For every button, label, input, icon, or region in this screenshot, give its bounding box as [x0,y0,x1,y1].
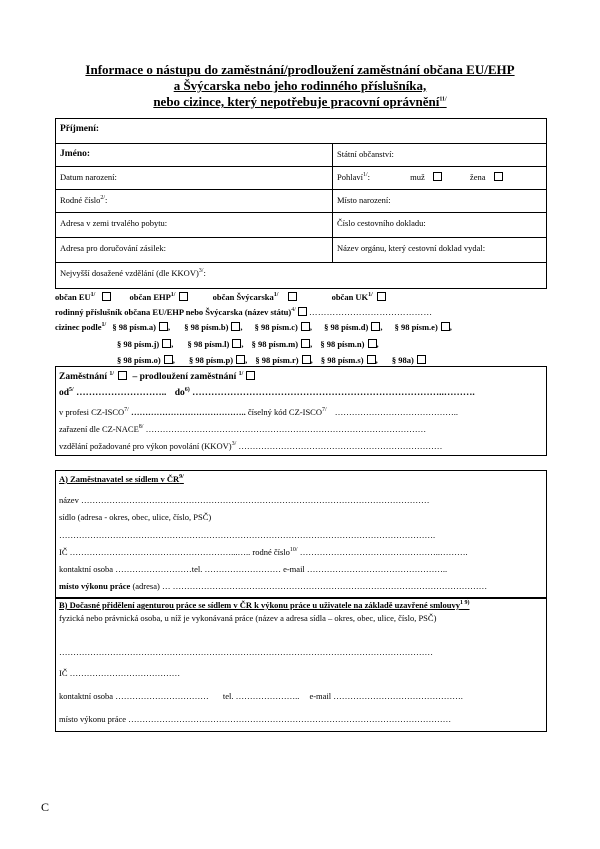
par-98d-checkbox[interactable] [371,322,380,331]
muz-checkbox[interactable] [433,172,442,181]
personal-info-table [55,118,547,289]
agency-desc: fyzická nebo právnická osoba, u níž je vykonávaná práce (název a adresa sídla – okres, obec, ulice, číslo, PSČ) [59,613,437,623]
profese-input[interactable]: ………………………………….. [130,407,246,417]
nazev-organu-field[interactable]: Název orgánu, který cestovní doklad vydal: [332,238,546,262]
employer-tel-input[interactable]: ……………………… [204,564,281,574]
employer-email-input[interactable]: ………………………………………….. [306,564,448,574]
profese-row: v profesi $CZ-ISCO^{7/}$ ………………………………….. číselný kód $CZ-ISCO^{7/}$ …………………………………….. [59,407,459,417]
agency-header: B) Dočasné přidělení agenturou práce se sídlem v ČR k výkonu práce u uživatele na základě uzavřené smlouvy$^{1 9)}$ [59,600,470,610]
par-98a-checkbox[interactable] [159,322,168,331]
citizenship-row: občan $EU^{1/}$ občan $EHP^{1/}$ občan Švýcarska$^{1/}$ občan $UK^{1/}$ [55,292,386,302]
zamestnani-row: Zaměstnání $^{1/}$ – prodloužení zaměstnání $^{1/}$ [59,371,255,382]
par-98p-checkbox[interactable] [236,355,245,364]
title-line-2: a Švýcarska nebo jeho rodinného příslušníka, [173,78,427,93]
row-rodne-cislo [56,189,546,212]
employer-ic-row: IČ …………………………………………………...….. rodné číslo$^{10/}$ …………………………………………..………. [59,547,468,557]
employer-nazev-row: název …………………………………………………………………………………………………………… [59,495,430,505]
row-dorucovani [56,237,546,262]
ehp-checkbox[interactable] [179,292,188,301]
agency-kontakt-input[interactable]: …………………………… [115,691,209,701]
agency-desc-input[interactable]: …………………………………………………………………………………………………………………… [59,647,433,657]
row-jmeno [56,143,546,166]
zarazeni-input[interactable]: ……………………………………………………………………………………… [145,424,427,434]
adresa-trvaly-field[interactable]: Adresa v zemi trvalého pobytu: [60,218,168,228]
prodlouzeni-checkbox[interactable] [246,371,255,380]
agency-email-input[interactable]: ………………………………………. [333,691,463,701]
rodinny-checkbox[interactable] [298,307,307,316]
zena-checkbox[interactable] [494,172,503,181]
employer-ic-input[interactable]: …………………………………………………...….. [69,547,251,557]
employer-misto-input[interactable]: ………………………………………………………………………………………………… [172,581,488,591]
jmeno-field[interactable]: Jméno: [60,149,91,159]
od-do-row: $od^{5/}$ ……………………….. $do^{6)}$ ……………………………………………………………………..………. [59,386,475,398]
od-input[interactable]: ……………………….. [76,388,167,398]
rodinny-row: rodinný příslušník občana EU/EHP nebo Švýcarska (název státu)$^{4/}$ …………………………………… [55,307,433,317]
par-98r-checkbox[interactable] [302,355,311,364]
par-98a-section-checkbox[interactable] [417,355,426,364]
par-98n-checkbox[interactable] [368,339,377,348]
cizinec-row-1: cizinec podle$^{1/}$ § 98 písm.a) , § 98 písm.b) , § 98 písm.c) , § 98 písm.d) , § 98 písm.e) , [55,322,452,332]
zamestnani-checkbox[interactable] [118,371,127,380]
cizinec-row-2: § 98 písm.j) , § 98 písm.l) , § 98 písm.m) , § 98 písm.n) , [117,339,379,349]
row-prijmeni [56,119,546,143]
agency-kontakt-row: kontaktní osoba …………………………… tel. ………………….. e-mail ………………………………………. [59,691,463,701]
pohlavi-field: Pohlaví$^{1/}$: muž žena [332,167,546,189]
datum-narozeni-field[interactable]: Datum narození: [60,172,117,182]
par-98j-checkbox[interactable] [162,339,171,348]
misto-narozeni-field[interactable]: Místo narození: [332,190,546,212]
agency-tel-input[interactable]: ………………….. [235,691,300,701]
do-input[interactable]: ……………………………………………………………………..………. [192,388,475,398]
par-98b-checkbox[interactable] [231,322,240,331]
par-98l-checkbox[interactable] [232,339,241,348]
agency-ic-row: IČ ………………………………… [59,668,181,678]
statni-obcanstvi-field[interactable]: Státní občanství: [332,144,546,166]
adresa-dorucovani-field[interactable]: Adresa pro doručování zásilek: [60,243,166,253]
title-line-3: nebo cizince, který nepotřebuje pracovní oprávnění$^{11/}$ [153,94,447,109]
par-98m-checkbox[interactable] [301,339,310,348]
kod-input[interactable]: …………………………………….. [334,407,459,417]
cizinec-row-3: § 98 písm.o) , § 98 písm.p) , § 98 písm.r) , § 98 písm.s) , § 98a) [117,355,426,365]
row-adresa [56,212,546,237]
row-vzdelani [56,262,546,289]
rodinny-stat-input[interactable]: …………………………………… [309,307,433,317]
title-line-1: Informace o nástupu do zaměstnání/prodloužení zaměstnání občana EU/EHP [85,62,515,77]
employer-header: A) Zaměstnavatel se sídlem v $ČR^{9/}$ [59,474,184,484]
employer-misto-row: místo výkonu práce (adresa) … ………………………………………………………………………………………………… [59,581,488,591]
cislo-dokladu-field[interactable]: Číslo cestovního dokladu: [332,213,546,237]
agency-misto-row: místo výkonu práce …………………………………………………………………………………………………… [59,714,452,724]
employer-kontakt-input[interactable]: ……………………… [115,564,192,574]
agency-ic-input[interactable]: ………………………………… [69,668,181,678]
eu-checkbox[interactable] [102,292,111,301]
footer-letter: C [41,800,50,814]
employer-sidlo-input[interactable]: ……………………………………………………………………………………………………………………. [59,530,436,540]
employer-rc-input[interactable]: …………………………………………..………. [299,547,468,557]
vzdelani-field[interactable]: Nejvyšší dosažené vzdělání (dle KKOV)$^{3/}$: [60,268,206,278]
employer-nazev-input[interactable]: …………………………………………………………………………………………………………… [80,495,430,505]
zarazeni-row: zařazení dle $CZ-NACE^{8/}$ ……………………………………………………………………………………… [59,424,427,434]
svycarska-checkbox[interactable] [288,292,297,301]
employer-sidlo-label: sídlo (adresa - okres, obec, ulice, číslo, PSČ) [59,512,212,522]
par-98s-checkbox[interactable] [367,355,376,364]
vzdelani-pozad-input[interactable]: ……………………………………………………………… [238,441,443,451]
par-98o-checkbox[interactable] [164,355,173,364]
row-datum [56,166,546,189]
employer-kontakt-row: kontaktní osoba ………………………tel. ……………………… e-mail ………………………………………….. [59,564,448,574]
agency-misto-input[interactable]: …………………………………………………………………………………………………… [128,714,452,724]
vzdelani-pozad-row: vzdělání požadované pro výkon povolání (KKOV)$^{3/}$ ……………………………………………………………… [59,441,443,451]
rodne-cislo-field[interactable]: Rodné číslo$^{2/}$: [60,195,108,205]
par-98e-checkbox[interactable] [441,322,450,331]
uk-checkbox[interactable] [377,292,386,301]
par-98c-checkbox[interactable] [301,322,310,331]
prijmeni-field[interactable]: Příjmení: [60,124,100,134]
page-title [40,62,560,110]
